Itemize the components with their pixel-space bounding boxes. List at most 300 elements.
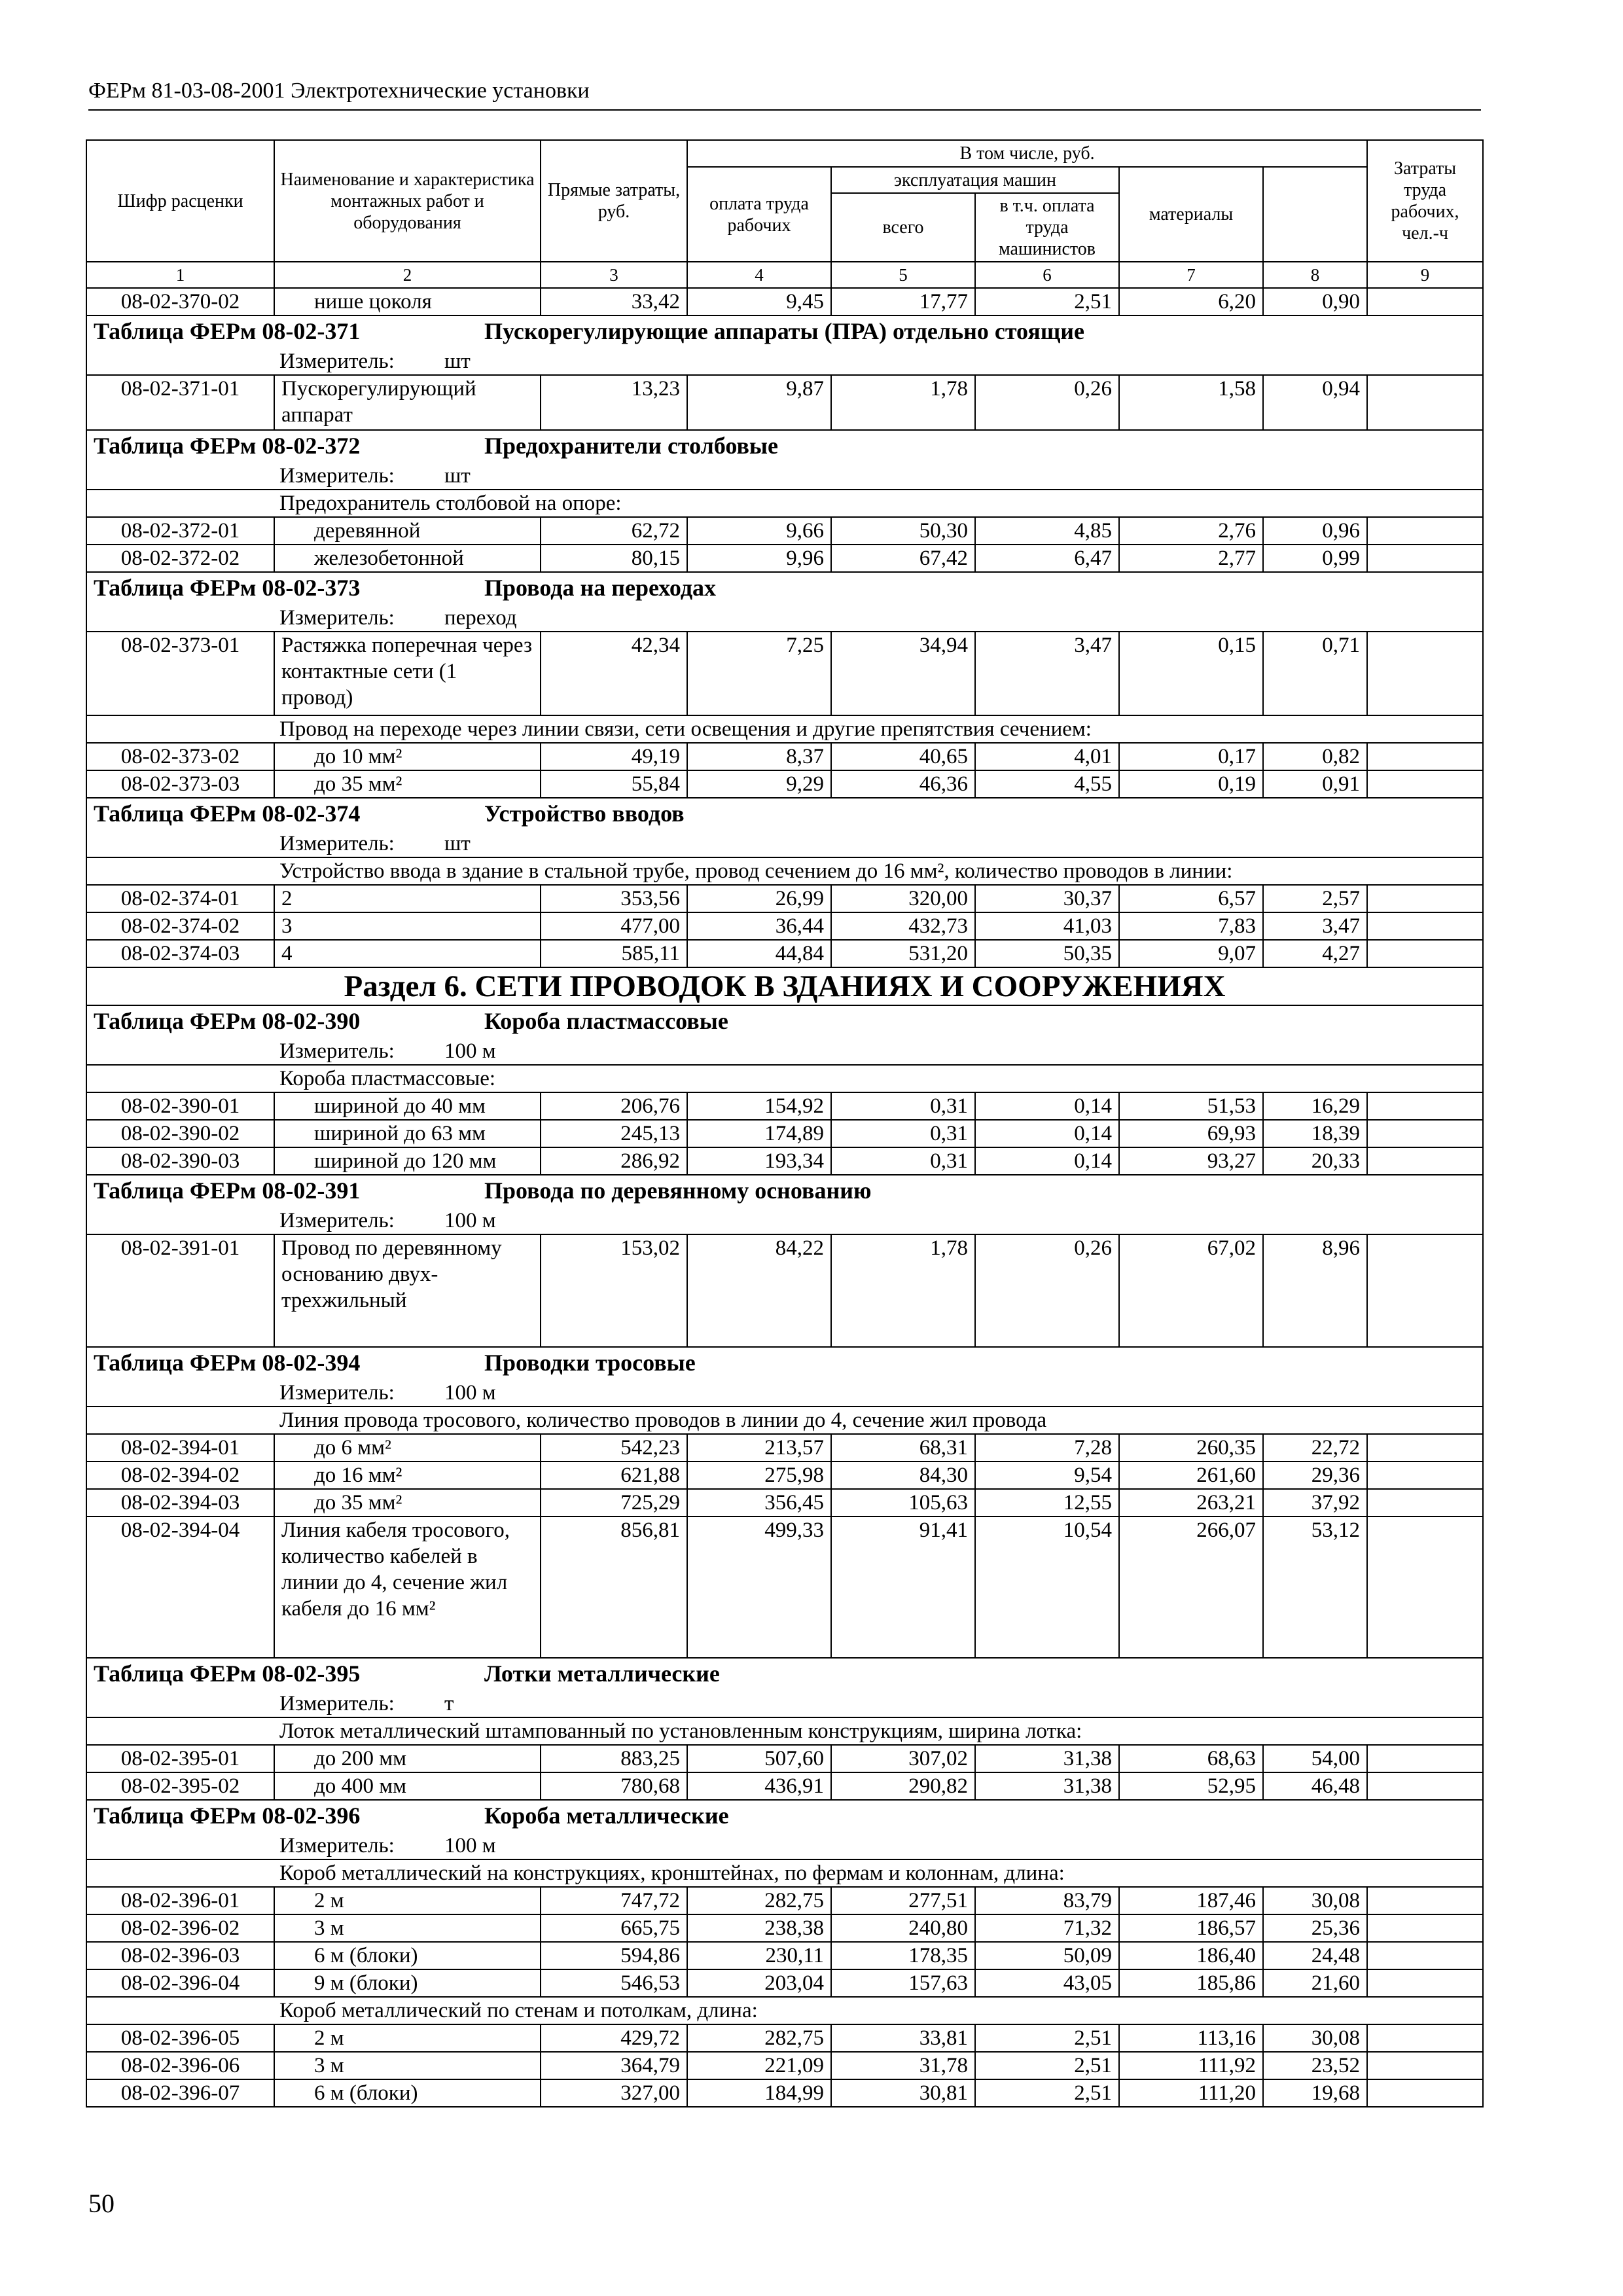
machines-total: 17,77 bbox=[831, 288, 975, 315]
labor-hours: 22,72 bbox=[1263, 1434, 1367, 1462]
measure-row bbox=[86, 1833, 1483, 1859]
wages: 184,99 bbox=[687, 2079, 831, 2107]
labor-hours: 0,91 bbox=[1263, 770, 1367, 798]
labor-hours: 54,00 bbox=[1263, 1745, 1367, 1772]
direct-cost: 13,23 bbox=[541, 375, 687, 430]
measure-row bbox=[86, 1208, 1483, 1234]
wages: 174,89 bbox=[687, 1120, 831, 1147]
operator-wages: 6,47 bbox=[975, 545, 1119, 572]
col-num: 3 bbox=[541, 262, 687, 288]
direct-cost: 206,76 bbox=[541, 1092, 687, 1120]
equipment-mass bbox=[1367, 1434, 1483, 1462]
table-row bbox=[86, 1887, 1483, 1914]
machines-total: 105,63 bbox=[831, 1489, 975, 1516]
header-rule bbox=[88, 109, 1481, 111]
work-name: шириной до 63 мм bbox=[274, 1120, 541, 1147]
direct-cost: 364,79 bbox=[541, 2052, 687, 2079]
operator-wages: 7,28 bbox=[975, 1434, 1119, 1462]
group-heading-row bbox=[86, 857, 1483, 885]
section-row bbox=[86, 967, 1483, 1005]
machines-total: 84,30 bbox=[831, 1462, 975, 1489]
direct-cost: 245,13 bbox=[541, 1120, 687, 1147]
rate-code: 08-02-396-01 bbox=[86, 1887, 274, 1914]
col-num: 4 bbox=[687, 262, 831, 288]
operator-wages: 0,26 bbox=[975, 375, 1119, 430]
materials: 6,20 bbox=[1119, 288, 1263, 315]
direct-cost: 725,29 bbox=[541, 1489, 687, 1516]
equipment-mass bbox=[1367, 2024, 1483, 2052]
machines-total: 157,63 bbox=[831, 1969, 975, 1997]
table-row bbox=[86, 1120, 1483, 1147]
table-row bbox=[86, 1914, 1483, 1942]
work-name: 2 bbox=[274, 885, 541, 912]
table-caption: Проводки тросовые bbox=[484, 1350, 696, 1376]
measure-label: Измеритель: bbox=[279, 832, 395, 855]
operator-wages: 9,54 bbox=[975, 1462, 1119, 1489]
direct-cost: 477,00 bbox=[541, 912, 687, 940]
direct-cost: 62,72 bbox=[541, 517, 687, 545]
table-title-row bbox=[86, 1800, 1483, 1833]
operator-wages: 31,38 bbox=[975, 1772, 1119, 1800]
work-name: до 35 мм² bbox=[274, 770, 541, 798]
equipment-mass bbox=[1367, 1914, 1483, 1942]
materials: 9,07 bbox=[1119, 940, 1263, 967]
wages: 193,34 bbox=[687, 1147, 831, 1175]
wages: 9,66 bbox=[687, 517, 831, 545]
table-title-row bbox=[86, 1005, 1483, 1038]
machines-total: 320,00 bbox=[831, 885, 975, 912]
operator-wages: 30,37 bbox=[975, 885, 1119, 912]
wages: 9,87 bbox=[687, 375, 831, 430]
table-number: Таблица ФЕРм 08-02-373 bbox=[94, 575, 361, 601]
operator-wages: 50,35 bbox=[975, 940, 1119, 967]
wages: 436,91 bbox=[687, 1772, 831, 1800]
materials: 113,16 bbox=[1119, 2024, 1263, 2052]
direct-cost: 353,56 bbox=[541, 885, 687, 912]
table-row bbox=[86, 1462, 1483, 1489]
labor-hours: 0,96 bbox=[1263, 517, 1367, 545]
materials: 52,95 bbox=[1119, 1772, 1263, 1800]
measure bbox=[86, 463, 1483, 490]
wages: 9,45 bbox=[687, 288, 831, 315]
machines-total: 30,81 bbox=[831, 2079, 975, 2107]
table-row bbox=[86, 375, 1483, 430]
wages: 356,45 bbox=[687, 1489, 831, 1516]
table-row bbox=[86, 2079, 1483, 2107]
operator-wages: 0,14 bbox=[975, 1120, 1119, 1147]
measure-label: Измеритель: bbox=[279, 350, 395, 373]
measure-row bbox=[86, 463, 1483, 490]
measure-row bbox=[86, 1380, 1483, 1407]
table-number: Таблица ФЕРм 08-02-391 bbox=[94, 1177, 361, 1204]
operator-wages: 31,38 bbox=[975, 1745, 1119, 1772]
measure-unit: 100 м bbox=[444, 1381, 496, 1405]
work-name: до 16 мм² bbox=[274, 1462, 541, 1489]
group-heading-row bbox=[86, 1407, 1483, 1434]
equipment-mass bbox=[1367, 1772, 1483, 1800]
operator-wages: 43,05 bbox=[975, 1969, 1119, 1997]
equipment-mass bbox=[1367, 1147, 1483, 1175]
labor-hours: 0,82 bbox=[1263, 743, 1367, 770]
rate-code: 08-02-391-01 bbox=[86, 1234, 274, 1347]
machines-total: 531,20 bbox=[831, 940, 975, 967]
operator-wages: 2,51 bbox=[975, 2052, 1119, 2079]
rate-code: 08-02-374-01 bbox=[86, 885, 274, 912]
machines-total: 34,94 bbox=[831, 632, 975, 715]
rate-code: 08-02-373-01 bbox=[86, 632, 274, 715]
rate-code: 08-02-373-02 bbox=[86, 743, 274, 770]
col-num: 9 bbox=[1367, 262, 1483, 288]
group-heading-row bbox=[86, 1717, 1483, 1745]
direct-cost: 327,00 bbox=[541, 2079, 687, 2107]
operator-wages: 0,26 bbox=[975, 1234, 1119, 1347]
table-row bbox=[86, 545, 1483, 572]
rates-table bbox=[86, 139, 1484, 2108]
materials: 7,83 bbox=[1119, 912, 1263, 940]
wages: 36,44 bbox=[687, 912, 831, 940]
work-name: 9 м (блоки) bbox=[274, 1969, 541, 1997]
wages: 238,38 bbox=[687, 1914, 831, 1942]
materials: 0,19 bbox=[1119, 770, 1263, 798]
work-name: 2 м bbox=[274, 2024, 541, 2052]
col-num: 2 bbox=[274, 262, 541, 288]
materials: 51,53 bbox=[1119, 1092, 1263, 1120]
measure bbox=[86, 1038, 1483, 1065]
machines-total: 432,73 bbox=[831, 912, 975, 940]
equipment-mass bbox=[1367, 1942, 1483, 1969]
wages: 84,22 bbox=[687, 1234, 831, 1347]
measure-unit: 100 м bbox=[444, 1834, 496, 1857]
materials: 93,27 bbox=[1119, 1147, 1263, 1175]
rate-code: 08-02-396-07 bbox=[86, 2079, 274, 2107]
table-row bbox=[86, 517, 1483, 545]
wages: 26,99 bbox=[687, 885, 831, 912]
labor-hours: 23,52 bbox=[1263, 2052, 1367, 2079]
rate-code: 08-02-373-03 bbox=[86, 770, 274, 798]
measure-unit: 100 м bbox=[444, 1039, 496, 1063]
equipment-mass bbox=[1367, 632, 1483, 715]
table-row bbox=[86, 1234, 1483, 1347]
rate-code: 08-02-390-02 bbox=[86, 1120, 274, 1147]
machines-total: 1,78 bbox=[831, 1234, 975, 1347]
measure-row bbox=[86, 348, 1483, 375]
table-row bbox=[86, 770, 1483, 798]
col-num: 8 bbox=[1263, 262, 1367, 288]
operator-wages: 0,14 bbox=[975, 1092, 1119, 1120]
direct-cost: 286,92 bbox=[541, 1147, 687, 1175]
group-heading: Короб металлический на конструкциях, кронштейнах, по фермам и колоннам, длина: bbox=[86, 1859, 1483, 1887]
equipment-mass bbox=[1367, 1092, 1483, 1120]
col-direct-header: Прямые затраты, руб. bbox=[541, 140, 687, 262]
measure-unit: шт bbox=[444, 350, 471, 373]
labor-hours: 21,60 bbox=[1263, 1969, 1367, 1997]
machines-total: 0,31 bbox=[831, 1120, 975, 1147]
wages: 154,92 bbox=[687, 1092, 831, 1120]
rate-code: 08-02-374-03 bbox=[86, 940, 274, 967]
labor-hours: 29,36 bbox=[1263, 1462, 1367, 1489]
measure-unit: переход bbox=[444, 606, 517, 630]
machines-total: 67,42 bbox=[831, 545, 975, 572]
direct-cost: 546,53 bbox=[541, 1969, 687, 1997]
materials: 0,17 bbox=[1119, 743, 1263, 770]
work-name: 6 м (блоки) bbox=[274, 1942, 541, 1969]
work-name: до 200 мм bbox=[274, 1745, 541, 1772]
work-name: Линия кабеля тросового, количество кабелей в линии до 4, сечение жил кабеля до 16 мм² bbox=[274, 1516, 541, 1658]
table-title bbox=[86, 1658, 1483, 1691]
work-name: 3 м bbox=[274, 2052, 541, 2079]
work-name: 3 м bbox=[274, 1914, 541, 1942]
operator-wages: 4,01 bbox=[975, 743, 1119, 770]
labor-hours: 3,47 bbox=[1263, 912, 1367, 940]
col-operator-header: в т.ч. оплата труда машинистов bbox=[975, 193, 1119, 262]
operator-wages: 50,09 bbox=[975, 1942, 1119, 1969]
operator-wages: 83,79 bbox=[975, 1887, 1119, 1914]
rate-code: 08-02-394-02 bbox=[86, 1462, 274, 1489]
work-name: до 10 мм² bbox=[274, 743, 541, 770]
labor-hours: 30,08 bbox=[1263, 1887, 1367, 1914]
labor-hours: 4,27 bbox=[1263, 940, 1367, 967]
running-header: ФЕРм 81-03-08-2001 Электротехнические установки bbox=[88, 79, 590, 103]
table-number: Таблица ФЕРм 08-02-374 bbox=[94, 800, 361, 827]
work-name: Провод по деревянному основанию двух-трехжильный bbox=[274, 1234, 541, 1347]
work-name: Растяжка поперечная через контактные сети (1 провод) bbox=[274, 632, 541, 715]
col-name-header: Наименование и характеристика монтажных работ и оборудования bbox=[274, 140, 541, 262]
table-title-row bbox=[86, 1658, 1483, 1691]
rate-code: 08-02-395-01 bbox=[86, 1745, 274, 1772]
measure-unit: шт bbox=[444, 832, 471, 855]
machines-total: 178,35 bbox=[831, 1942, 975, 1969]
table-caption: Пускорегулирующие аппараты (ПРА) отдельно стоящие bbox=[484, 318, 1084, 344]
table-caption: Провода по деревянному основанию bbox=[484, 1177, 872, 1204]
rate-code: 08-02-396-04 bbox=[86, 1969, 274, 1997]
rate-code: 08-02-396-05 bbox=[86, 2024, 274, 2052]
table-title-row bbox=[86, 430, 1483, 463]
group-heading: Предохранитель столбовой на опоре: bbox=[86, 490, 1483, 517]
equipment-mass bbox=[1367, 1489, 1483, 1516]
machines-total: 40,65 bbox=[831, 743, 975, 770]
direct-cost: 153,02 bbox=[541, 1234, 687, 1347]
rate-code: 08-02-394-01 bbox=[86, 1434, 274, 1462]
table-row bbox=[86, 1147, 1483, 1175]
direct-cost: 33,42 bbox=[541, 288, 687, 315]
measure-label: Измеритель: bbox=[279, 1039, 395, 1063]
rate-code: 08-02-372-01 bbox=[86, 517, 274, 545]
operator-wages: 2,51 bbox=[975, 2079, 1119, 2107]
equipment-mass bbox=[1367, 2079, 1483, 2107]
wages: 9,29 bbox=[687, 770, 831, 798]
measure bbox=[86, 1380, 1483, 1407]
table-row bbox=[86, 2052, 1483, 2079]
labor-hours: 30,08 bbox=[1263, 2024, 1367, 2052]
group-heading: Лоток металлический штампованный по установленным конструкциям, ширина лотка: bbox=[86, 1717, 1483, 1745]
equipment-mass bbox=[1367, 517, 1483, 545]
table-number: Таблица ФЕРм 08-02-371 bbox=[94, 318, 361, 344]
table-row bbox=[86, 1942, 1483, 1969]
work-name: шириной до 120 мм bbox=[274, 1147, 541, 1175]
table-title bbox=[86, 1347, 1483, 1380]
col-materials-header: материалы bbox=[1119, 167, 1263, 262]
table-title bbox=[86, 572, 1483, 605]
machines-total: 0,31 bbox=[831, 1147, 975, 1175]
work-name: до 400 мм bbox=[274, 1772, 541, 1800]
table-row bbox=[86, 940, 1483, 967]
materials: 261,60 bbox=[1119, 1462, 1263, 1489]
measure-unit: шт bbox=[444, 464, 471, 488]
group-heading-row bbox=[86, 1859, 1483, 1887]
table-row bbox=[86, 1516, 1483, 1658]
equipment-mass bbox=[1367, 885, 1483, 912]
rate-code: 08-02-390-03 bbox=[86, 1147, 274, 1175]
group-heading: Провод на переходе через линии связи, сети освещения и другие препятствия сечением: bbox=[86, 715, 1483, 743]
materials: 6,57 bbox=[1119, 885, 1263, 912]
equipment-mass bbox=[1367, 940, 1483, 967]
direct-cost: 883,25 bbox=[541, 1745, 687, 1772]
table-row bbox=[86, 1489, 1483, 1516]
col-machines-header: эксплуатация машин bbox=[831, 167, 1119, 193]
table-title bbox=[86, 1005, 1483, 1038]
operator-wages: 4,85 bbox=[975, 517, 1119, 545]
group-heading-row bbox=[86, 1997, 1483, 2024]
measure bbox=[86, 605, 1483, 632]
section-heading: Раздел 6. СЕТИ ПРОВОДОК В ЗДАНИЯХ И СООРУЖЕНИЯХ bbox=[86, 967, 1483, 1005]
direct-cost: 747,72 bbox=[541, 1887, 687, 1914]
table-row bbox=[86, 1969, 1483, 1997]
labor-hours: 16,29 bbox=[1263, 1092, 1367, 1120]
wages: 213,57 bbox=[687, 1434, 831, 1462]
labor-hours: 2,57 bbox=[1263, 885, 1367, 912]
work-name: до 6 мм² bbox=[274, 1434, 541, 1462]
col-incl-header: В том числе, руб. bbox=[687, 140, 1367, 167]
equipment-mass bbox=[1367, 2052, 1483, 2079]
table-row bbox=[86, 912, 1483, 940]
wages: 230,11 bbox=[687, 1942, 831, 1969]
direct-cost: 42,34 bbox=[541, 632, 687, 715]
work-name: 3 bbox=[274, 912, 541, 940]
materials: 186,40 bbox=[1119, 1942, 1263, 1969]
direct-cost: 585,11 bbox=[541, 940, 687, 967]
rate-code: 08-02-396-02 bbox=[86, 1914, 274, 1942]
materials: 0,15 bbox=[1119, 632, 1263, 715]
machines-total: 307,02 bbox=[831, 1745, 975, 1772]
col-total-header: всего bbox=[831, 193, 975, 262]
equipment-mass bbox=[1367, 288, 1483, 315]
table-title-row bbox=[86, 798, 1483, 831]
equipment-mass bbox=[1367, 1234, 1483, 1347]
rate-code: 08-02-394-03 bbox=[86, 1489, 274, 1516]
materials: 2,77 bbox=[1119, 545, 1263, 572]
table-title bbox=[86, 1800, 1483, 1833]
machines-total: 68,31 bbox=[831, 1434, 975, 1462]
materials: 68,63 bbox=[1119, 1745, 1263, 1772]
table-header bbox=[86, 140, 1483, 288]
labor-hours: 53,12 bbox=[1263, 1516, 1367, 1658]
operator-wages: 71,32 bbox=[975, 1914, 1119, 1942]
labor-hours: 18,39 bbox=[1263, 1120, 1367, 1147]
group-heading-row bbox=[86, 490, 1483, 517]
table-row bbox=[86, 1772, 1483, 1800]
equipment-mass bbox=[1367, 1516, 1483, 1658]
equipment-mass bbox=[1367, 743, 1483, 770]
wages: 7,25 bbox=[687, 632, 831, 715]
table-row bbox=[86, 1092, 1483, 1120]
measure-label: Измеритель: bbox=[279, 606, 395, 630]
labor-hours: 0,99 bbox=[1263, 545, 1367, 572]
table-row bbox=[86, 2024, 1483, 2052]
labor-hours: 24,48 bbox=[1263, 1942, 1367, 1969]
materials: 185,86 bbox=[1119, 1969, 1263, 1997]
machines-total: 1,78 bbox=[831, 375, 975, 430]
labor-hours: 37,92 bbox=[1263, 1489, 1367, 1516]
table-number: Таблица ФЕРм 08-02-390 bbox=[94, 1008, 361, 1034]
work-name: до 35 мм² bbox=[274, 1489, 541, 1516]
rate-code: 08-02-394-04 bbox=[86, 1516, 274, 1658]
work-name: Пускорегулирующий аппарат bbox=[274, 375, 541, 430]
equipment-mass bbox=[1367, 912, 1483, 940]
rate-code: 08-02-374-02 bbox=[86, 912, 274, 940]
measure-label: Измеритель: bbox=[279, 1209, 395, 1232]
operator-wages: 2,51 bbox=[975, 2024, 1119, 2052]
table-caption: Провода на переходах bbox=[484, 575, 717, 601]
wages: 275,98 bbox=[687, 1462, 831, 1489]
table-title bbox=[86, 1175, 1483, 1208]
measure-label: Измеритель: bbox=[279, 464, 395, 488]
machines-total: 46,36 bbox=[831, 770, 975, 798]
materials: 187,46 bbox=[1119, 1887, 1263, 1914]
group-heading-row bbox=[86, 1065, 1483, 1092]
wages: 282,75 bbox=[687, 2024, 831, 2052]
wages: 499,33 bbox=[687, 1516, 831, 1658]
table-caption: Короба металлические bbox=[484, 1803, 729, 1829]
measure-label: Измеритель: bbox=[279, 1381, 395, 1405]
rate-code: 08-02-371-01 bbox=[86, 375, 274, 430]
table-number: Таблица ФЕРм 08-02-372 bbox=[94, 433, 361, 459]
table-number: Таблица ФЕРм 08-02-396 bbox=[94, 1803, 361, 1829]
rate-code: 08-02-396-03 bbox=[86, 1942, 274, 1969]
rate-code: 08-02-396-06 bbox=[86, 2052, 274, 2079]
table-title bbox=[86, 798, 1483, 831]
measure-unit: т bbox=[444, 1692, 454, 1715]
operator-wages: 10,54 bbox=[975, 1516, 1119, 1658]
machines-total: 240,80 bbox=[831, 1914, 975, 1942]
wages: 282,75 bbox=[687, 1887, 831, 1914]
machines-total: 277,51 bbox=[831, 1887, 975, 1914]
col-num: 5 bbox=[831, 262, 975, 288]
equipment-mass bbox=[1367, 1887, 1483, 1914]
measure bbox=[86, 1691, 1483, 1717]
measure bbox=[86, 348, 1483, 375]
labor-hours: 25,36 bbox=[1263, 1914, 1367, 1942]
col-num: 1 bbox=[86, 262, 274, 288]
measure bbox=[86, 831, 1483, 857]
table-title bbox=[86, 430, 1483, 463]
measure-row bbox=[86, 1691, 1483, 1717]
col-labor-header: Затраты труда рабочих, чел.-ч bbox=[1367, 140, 1483, 262]
table-row bbox=[86, 885, 1483, 912]
measure-row bbox=[86, 605, 1483, 632]
direct-cost: 621,88 bbox=[541, 1462, 687, 1489]
table-row bbox=[86, 632, 1483, 715]
materials: 266,07 bbox=[1119, 1516, 1263, 1658]
work-name: шириной до 40 мм bbox=[274, 1092, 541, 1120]
table-title bbox=[86, 315, 1483, 348]
materials: 67,02 bbox=[1119, 1234, 1263, 1347]
table-caption: Лотки металлические bbox=[484, 1660, 720, 1687]
labor-hours: 0,90 bbox=[1263, 288, 1367, 315]
wages: 507,60 bbox=[687, 1745, 831, 1772]
direct-cost: 429,72 bbox=[541, 2024, 687, 2052]
equipment-mass bbox=[1367, 545, 1483, 572]
group-heading: Линия провода тросового, количество проводов в линии до 4, сечение жил провода bbox=[86, 1407, 1483, 1434]
